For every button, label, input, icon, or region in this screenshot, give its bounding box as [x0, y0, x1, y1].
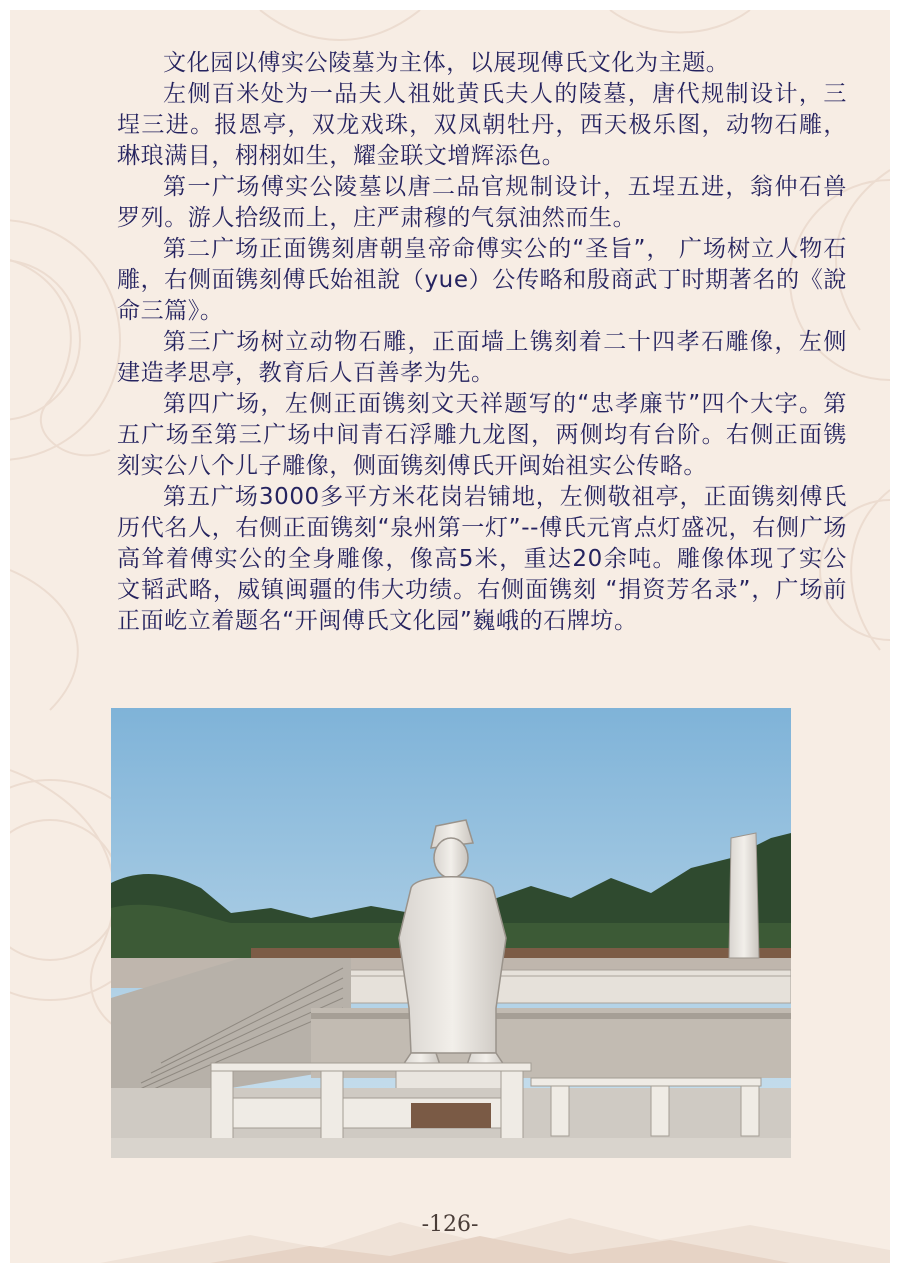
- book-page: [10, 10, 890, 1263]
- paragraph: 第二广场正面镌刻唐朝皇帝命傅实公的“圣旨”， 广场树立人物石雕，右侧面镌刻傅氏始祖說（yue）公传略和殷商武丁时期著名的《說命三篇》。: [117, 236, 847, 324]
- carved-pillar: [729, 833, 759, 958]
- paragraph: 文化园以傅实公陵墓为主体，以展现傅氏文化为主题。: [163, 50, 730, 76]
- statue-photo: [111, 708, 791, 1158]
- article-text: [117, 48, 847, 637]
- paragraph: 左侧百米处为一品夫人祖妣黄氏夫人的陵墓，唐代规制设计，三埕三进。报恩亭，双龙戏珠，双凤朝牡丹，西天极乐图，动物石雕，琳琅满目，栩栩如生，耀金联文增辉添色。: [117, 81, 847, 169]
- bronze-plaque: [411, 1103, 491, 1128]
- paragraph: 第五广场3000多平方米花岗岩铺地，左侧敬祖亭，正面镌刻傅氏历代名人，右侧正面镌刻“泉州第一灯”--傅氏元宵点灯盛况，右侧广场高耸着傅实公的全身雕像，像高5米，重达20余吨。雕像体现了实公文韬武略，威镇闽疆的伟大功绩。右侧面镌刻 “捐资芳名录”，广场前正面屹立着题名“开闽傅氏文化园”巍峨的石牌坊。: [117, 484, 847, 634]
- paragraph: 第三广场树立动物石雕，正面墙上镌刻着二十四孝石雕像，左侧建造孝思亭，教育后人百善孝为先。: [117, 329, 847, 386]
- page-number: -126-: [421, 1212, 479, 1237]
- paragraph: 第四广场，左侧正面镌刻文天祥题写的“忠孝廉节”四个大字。第五广场至第三广场中间青石浮雕九龙图，两侧均有台阶。右侧正面镌刻实公八个儿子雕像，侧面镌刻傅氏开闽始祖实公传略。: [117, 391, 847, 479]
- stone-balustrade-upper: [311, 970, 791, 1003]
- paragraph: 第一广场傅实公陵墓以唐二品官规制设计，五埕五进，翁仲石兽罗列。游人拾级而上，庄严肃穆的气氛油然而生。: [117, 174, 847, 231]
